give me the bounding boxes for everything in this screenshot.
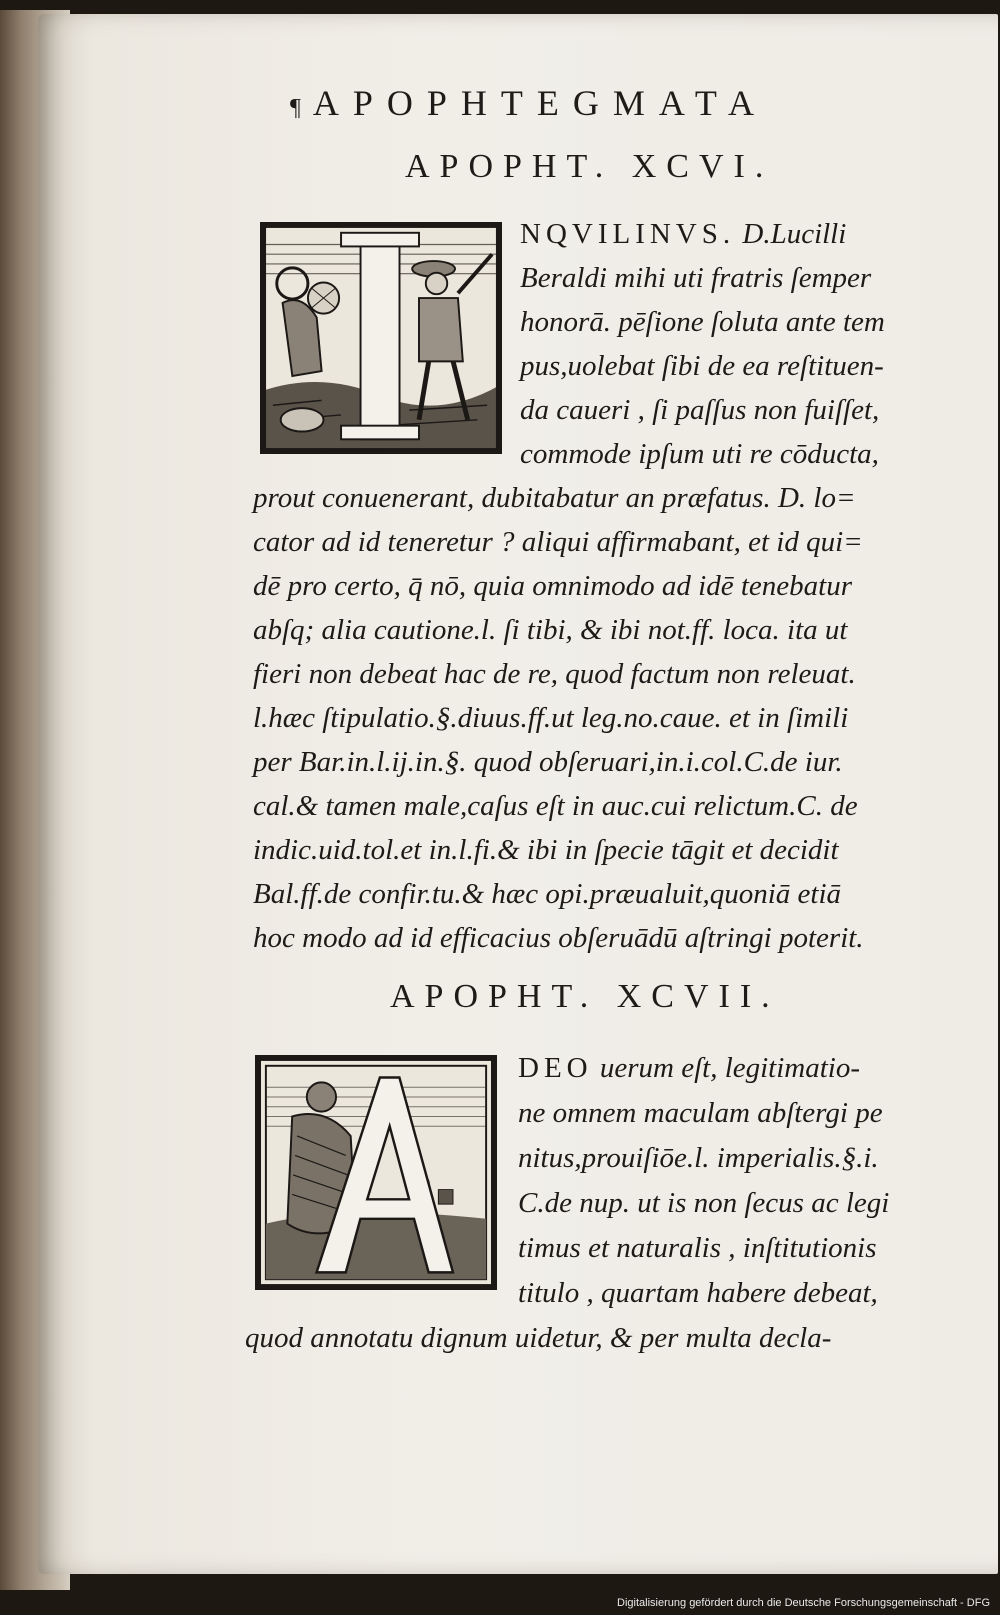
woodcut-initial-a-image — [258, 1058, 494, 1287]
text-line: ne omnem maculam abſtergi pe — [518, 1097, 883, 1129]
running-head-title: APOPHTEGMATA — [312, 83, 769, 123]
text-line: pus,uolebat ſibi de ea reſtituen- — [520, 350, 884, 382]
text-line: nitus,prouiſiōe.l. imperialis.§.i. — [518, 1142, 879, 1174]
text-line: cator ad id teneretur ? aliqui affirmabant, et id qui= — [253, 526, 863, 558]
line-small-caps: NQVILINVS. — [520, 218, 736, 250]
section-heading-xcvi: APOPHT. XCVI. — [405, 148, 774, 185]
text-line: prout conuenerant, dubitabatur an præfatus. D. lo= — [253, 482, 856, 514]
line-small-caps: DEO — [518, 1052, 593, 1084]
woodcut-initial-i — [260, 222, 502, 454]
text-line: quod annotatu dignum uidetur, & per multa decla- — [245, 1322, 832, 1354]
text-line: l.hæc ſtipulatio.§.diuus.ff.ut leg.no.caue. et in ſimili — [253, 702, 849, 734]
text-line: Bal.ff.de confir.tu.& hæc opi.præualuit,quoniā etiā — [253, 878, 842, 910]
running-head — [290, 82, 850, 124]
woodcut-initial-i-image — [263, 225, 499, 451]
section-heading-xcvii: APOPHT. XCVII. — [390, 978, 780, 1015]
text-line: honorā. pēſione ſoluta ante tem — [520, 306, 885, 338]
text-line: abſq; alia cautione.l. ſi tibi, & ibi not.ff. loca. ita ut — [253, 614, 848, 646]
text-line: C.de nup. ut is non ſecus ac legi — [518, 1187, 890, 1219]
text-line: cal.& tamen male,caſus eſt in auc.cui relictum.C. de — [253, 790, 858, 822]
pilcrow-mark: ¶ — [290, 95, 303, 121]
digitization-credit: Digitalisierung gefördert durch die Deutsche Forschungsgemeinschaft - DFG — [617, 1597, 990, 1609]
text-line — [520, 218, 846, 251]
text-line: per Bar.in.l.ij.in.§. quod obſeruari,in.i.col.C.de iur. — [253, 746, 843, 778]
text-line: hoc modo ad id efficacius obſeruādū aſtringi poterit. — [253, 922, 864, 954]
line-text: D.Lucilli — [735, 218, 847, 250]
text-line — [518, 1052, 860, 1085]
line-text: uerum eſt, legitimatio- — [592, 1052, 861, 1084]
text-line: da caueri , ſi paſſus non fuiſſet, — [520, 394, 880, 426]
text-line: Beraldi mihi uti fratris ſemper — [520, 262, 872, 294]
text-line: titulo , quartam habere debeat, — [518, 1277, 878, 1309]
text-line: indic.uid.tol.et in.l.fi.& ibi in ſpecie tāgit et decidit — [253, 834, 839, 866]
text-line: dē pro certo, q̄ nō, quia omnimodo ad idē tenebatur — [253, 570, 852, 602]
text-line: commode ipſum uti re cōducta, — [520, 438, 879, 470]
text-line: fieri non debeat hac de re, quod factum non releuat. — [253, 658, 856, 690]
woodcut-initial-a — [255, 1055, 497, 1290]
text-line: timus et naturalis , inſtitutionis — [518, 1232, 877, 1264]
